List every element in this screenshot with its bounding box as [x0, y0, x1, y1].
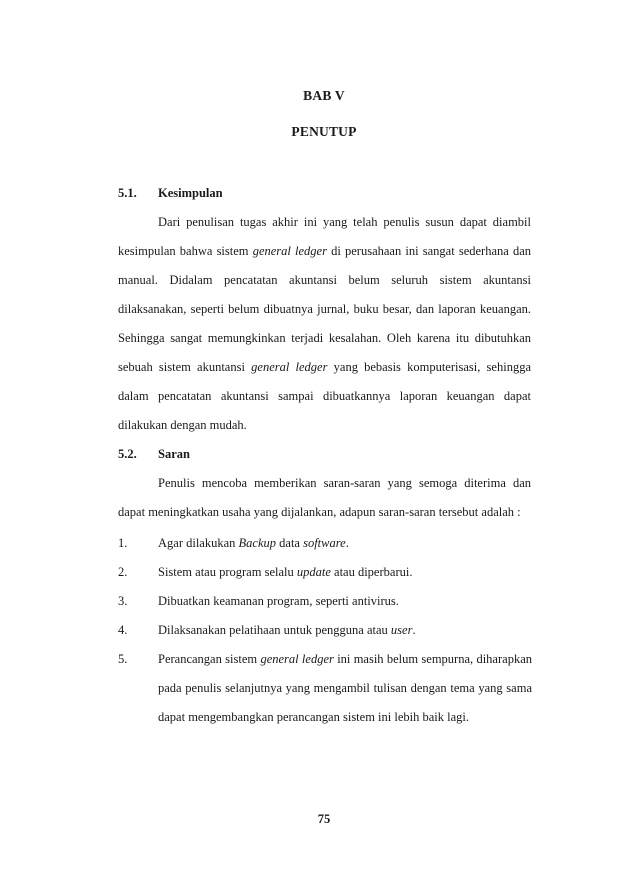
- text-run: .: [412, 623, 416, 637]
- section-title: Saran: [158, 447, 190, 461]
- text-run: yang bebasis komputerisasi, sehingga dalam pencatatan akuntansi sampai dibuatkannya laporan keuangan dapat dilakukan dengan mudah.: [118, 360, 531, 432]
- list-item: [118, 616, 532, 645]
- suggestion-intro-text: Penulis mencoba memberikan saran-saran yang semoga diterima dan dapat meningkatkan usaha yang dijalankan, adapun saran-saran tersebut adalah :: [118, 476, 531, 519]
- italic-term: update: [296, 565, 331, 579]
- suggestion-intro: [118, 469, 531, 527]
- chapter-title: PENUTUP: [291, 124, 357, 139]
- text-run: .: [345, 536, 349, 550]
- italic-term: Backup: [238, 536, 277, 550]
- list-item-text: [158, 587, 532, 616]
- list-item-text: [158, 645, 532, 732]
- list-item: [118, 529, 532, 558]
- conclusion-text: [118, 215, 531, 432]
- list-item: [118, 558, 532, 587]
- chapter-label: BAB V: [303, 88, 345, 103]
- text-run: Dari penulisan tugas akhir ini yang telah penulis susun dapat diambil kesimpulan bahwa sistem: [118, 215, 531, 258]
- italic-term: general ledger: [252, 244, 327, 258]
- list-item: [118, 645, 532, 732]
- suggestion-list: [118, 529, 532, 732]
- text-run: di perusahaan ini sangat sederhana dan manual. Didalam pencatatan akuntansi belum seluruh sistem akuntansi dilaksanakan, seperti belum dibuatnya jurnal, buku besar, dan laporan keuangan. Sehingga sangat memungkinkan terjadi kesalahan. Oleh karena itu dibutuhkan sebuah sistem akuntansi: [118, 244, 532, 374]
- list-item-text: [158, 616, 532, 645]
- italic-term: software: [303, 536, 346, 550]
- italic-term: general ledger: [260, 652, 334, 666]
- text-run: ini masih belum sempurna, diharapkan pada penulis selanjutnya yang mengambil tulisan dengan tema yang sama dapat mengembangkan perancangan sistem ini lebih baik lagi.: [158, 652, 532, 724]
- list-item-number: 2.: [118, 565, 128, 579]
- list-item: [118, 587, 532, 616]
- conclusion-paragraph: [118, 208, 531, 440]
- list-item-text: [158, 529, 532, 558]
- section-heading-kesimpulan: [118, 186, 223, 201]
- section-number: 5.1.: [118, 186, 137, 200]
- italic-term: general ledger: [251, 360, 328, 374]
- text-run: data: [276, 536, 304, 550]
- list-item-number: 3.: [118, 594, 128, 608]
- section-heading-saran: [118, 447, 190, 462]
- text-run: Dilaksanakan pelatihaan untuk pengguna atau: [158, 623, 391, 637]
- text-run: Dibuatkan keamanan program, seperti antivirus.: [158, 594, 399, 608]
- text-run: Perancangan sistem: [158, 652, 261, 666]
- list-item-number: 1.: [118, 536, 128, 550]
- italic-term: user: [390, 623, 413, 637]
- list-item-number: 5.: [118, 652, 128, 666]
- list-item-number: 4.: [118, 623, 128, 637]
- text-run: atau diperbarui.: [330, 565, 413, 579]
- text-run: Agar dilakukan: [158, 536, 239, 550]
- text-run: Sistem atau program selalu: [158, 565, 297, 579]
- page-number: 75: [317, 812, 331, 826]
- section-title: Kesimpulan: [158, 186, 223, 200]
- list-item-text: [158, 558, 532, 587]
- section-number: 5.2.: [118, 447, 137, 461]
